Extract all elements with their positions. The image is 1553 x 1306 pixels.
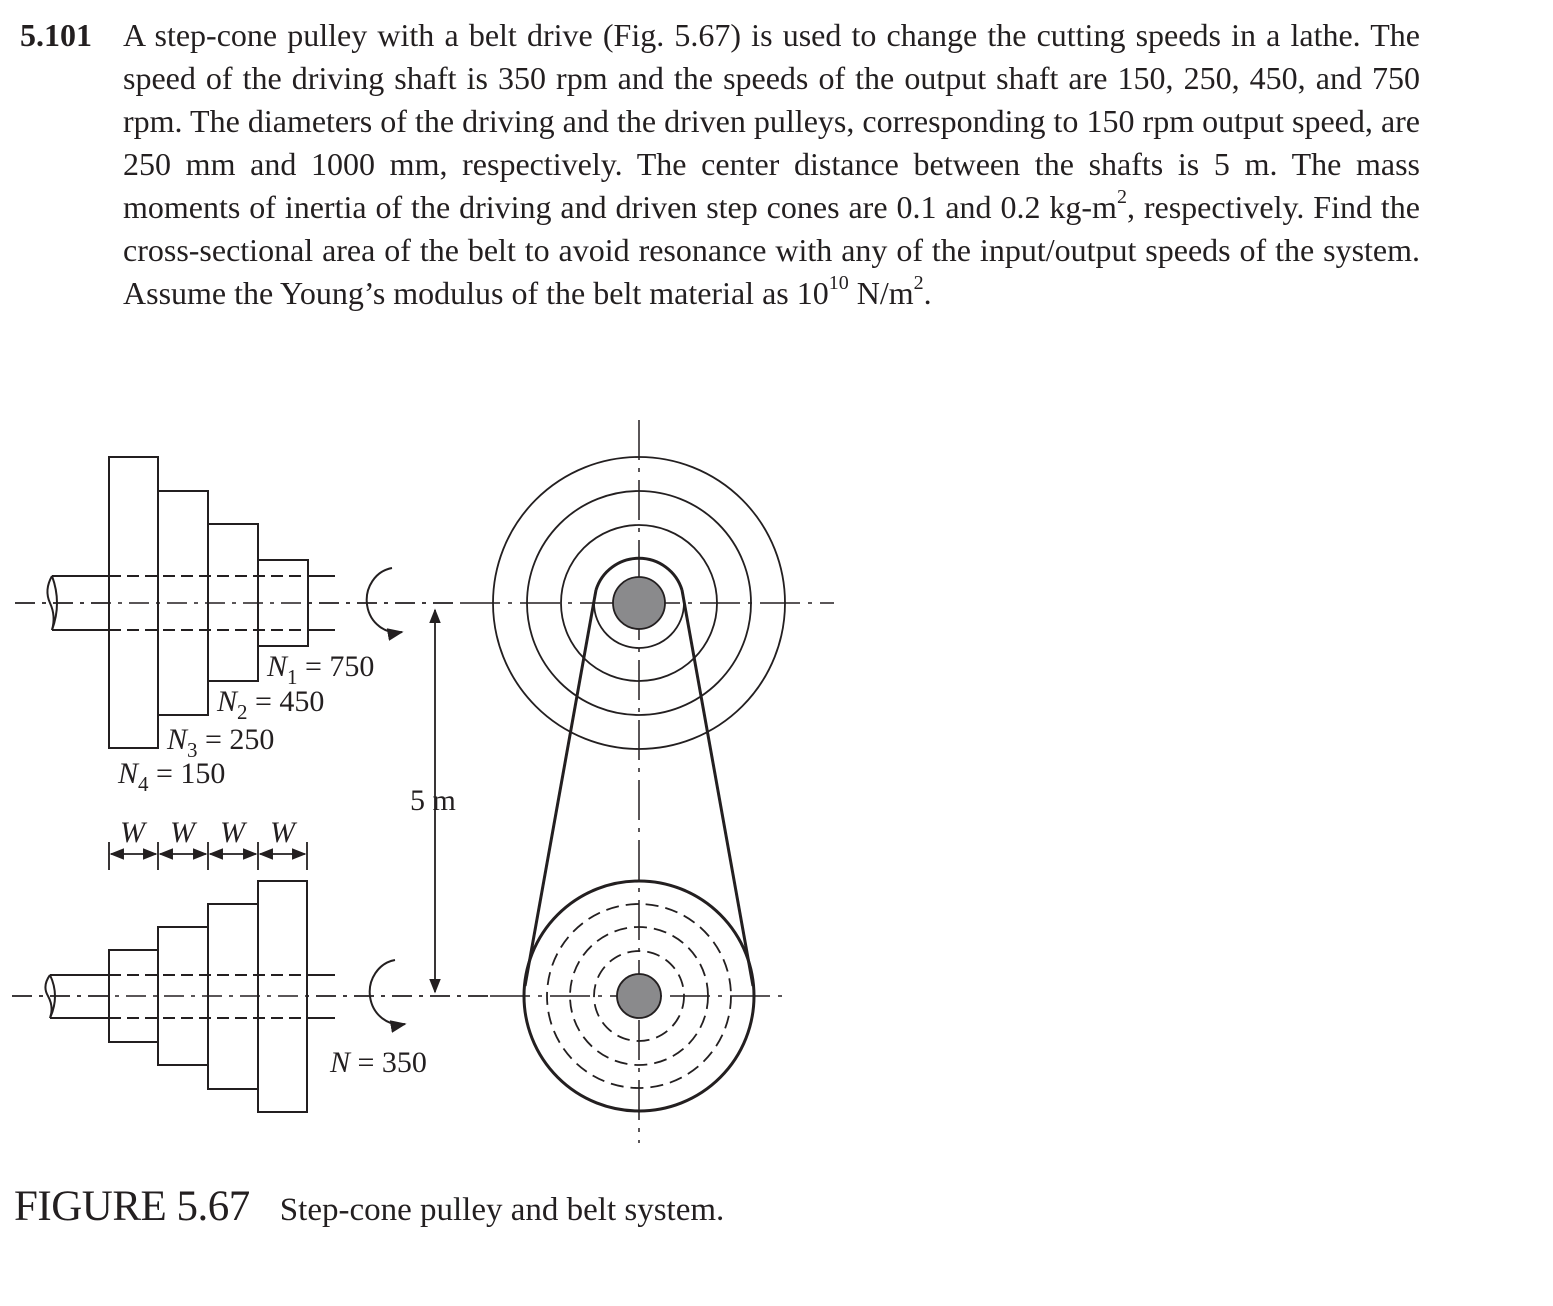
figure-caption-text: Step-cone pulley and belt system. — [279, 1192, 725, 1228]
superscript-squared: 2 — [1116, 186, 1127, 208]
driving-shaft-section — [617, 974, 661, 1018]
driven-pulley-front-view — [460, 420, 834, 1143]
figure-label: FIGURE 5.67 — [14, 1183, 250, 1230]
problem-text-unit: N/m — [848, 275, 914, 311]
label-center-distance: 5 m — [410, 784, 456, 817]
problem-text-end: . — [923, 275, 932, 311]
belt-left-span — [525, 590, 596, 986]
label-input-speed: N = 350 — [330, 1046, 427, 1079]
problem-text — [123, 14, 1420, 315]
driven-shaft-section — [613, 577, 665, 629]
step-cone-pulley-figure — [0, 410, 850, 1150]
figure-caption — [14, 1182, 724, 1231]
label-n2: $N_2 = 450$ — [217, 685, 325, 724]
label-n3: $N_3 = 250$ — [167, 723, 275, 762]
upper-shaft-break — [47, 576, 53, 630]
width-label-3: W — [220, 816, 245, 849]
problem-text-main: A step-cone pulley with a belt drive (Fig. 5.67) is used to change the cutting speeds in a lathe. The speed of the driving shaft is 350 rpm and the speeds of the output shaft are 150, 250, 450, and 750 rpm. The diameters of the driving and the driven pulleys, corresponding to 150 rpm output speed, are 250 mm and 1000 mm, respectively. The center distance between the shafts is 5 m. The mass moments of inertia of the driving and driven step cones are 0.1 and 0.2 kg-m — [123, 17, 1420, 225]
label-n1: $N_1 = 750$ — [267, 650, 375, 689]
upper-rotation-arrow — [367, 568, 402, 632]
width-label-1: W — [120, 816, 145, 849]
belt-right-span — [682, 590, 753, 986]
problem-statement — [20, 14, 1420, 315]
label-n4: $N_4 = 150$ — [118, 757, 226, 796]
width-label-2: W — [170, 816, 195, 849]
lower-rotation-arrow — [370, 960, 405, 1024]
width-label-4: W — [270, 816, 295, 849]
problem-text-mid: , respectively. Find the cross-sectional area of the belt to avoid resonance with any of the input/output speeds of the system. Assume the Young’s modulus of the belt material as 10 — [123, 189, 1421, 311]
superscript-squared-unit: 2 — [913, 272, 924, 294]
problem-number: 5.101 — [20, 17, 92, 53]
superscript-exponent: 10 — [828, 272, 849, 294]
